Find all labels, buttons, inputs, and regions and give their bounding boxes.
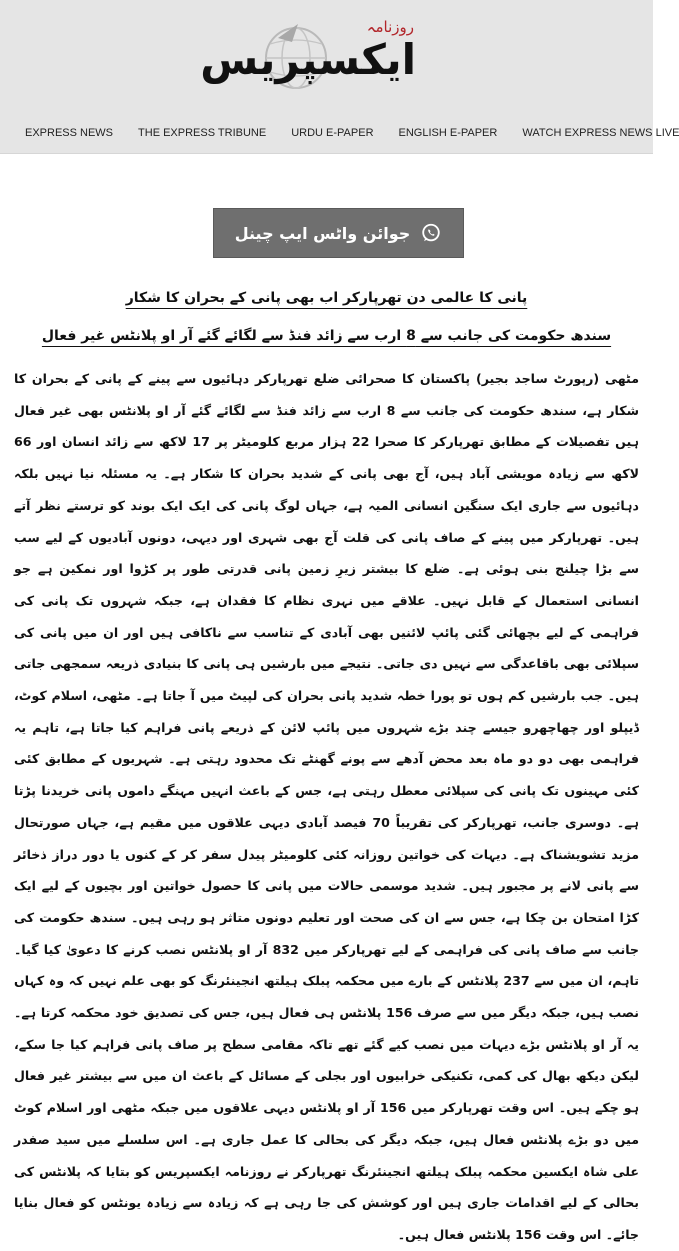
- article-body: مٹھی (رپورٹ ساجد بجیر) پاکستان کا صحرائی ضلع تھرپارکر دہائیوں سے پینے کے پانی کے بحران کا شکار ہے، سندھ حکومت کی جانب سے 8 ارب سے زائد فنڈ سے لگائے گئے آر او پلانٹس بھی غیر فعال ہیں تفصیلات کے مطابق تھرپارکر کا صحرا 22 ہزار مربع کلومیٹر پر 17 لاکھ سے زائد انسان اور 66 لاکھ سے زیادہ مویشی آباد ہیں، آج بھی پانی کے شدید بحران کا شکار ہے۔ یہ مسئلہ نیا نہیں بلکہ دہائیوں سے جاری ایک سنگین انسانی المیہ ہے، جہاں لوگ پانی کی ایک ایک بوند کو ترستے نظر آتے ہیں۔ تھرپارکر میں پینے کے صاف پانی کی قلت آج بھی شہری اور دیہی، دونوں آبادیوں کے لیے سب سے بڑا چیلنج بنی ہوئی ہے۔ ضلع کا بیشتر زیرِ زمین پانی قدرتی طور پر کڑوا اور نمکین ہے جو انسانی استعمال کے قابل نہیں۔ علاقے میں نہری نظام کا فقدان ہے، جبکہ شہروں تک پانی کی فراہمی کے لیے بچھائی گئی پائپ لائنیں بھی آبادی کے تناسب سے ناکافی ہیں اور ان میں پانی کی سپلائی بھی باقاعدگی سے نہیں دی جاتی۔ نتیجے میں بارشیں ہی پانی کا بنیادی ذریعہ سمجھی جاتی ہیں۔ جب بارشیں کم ہوں تو پورا خطہ شدید پانی بحران کی لپیٹ میں آ جاتا ہے۔ مٹھی، اسلام کوٹ، ڈیپلو اور چھاچھرو جیسے چند بڑے شہروں میں پائپ لائن کے ذریعے پانی فراہم کیا جاتا ہے، تاہم یہ فراہمی بھی دو دو ماہ بعد محض آدھے سے پونے گھنٹے تک محدود رہتی ہے۔ شہریوں کے مطابق کئی کئی مہینوں تک پانی کی سپلائی معطل رہتی ہے، جس کے باعث انہیں مہنگے داموں پانی خریدنا پڑتا ہے۔ دوسری جانب، تھرپارکر کی تقریباً 70 فیصد آبادی دیہی علاقوں میں مقیم ہے، جہاں صورتحال مزید تشویشناک ہے۔ دیہات کی خواتین روزانہ کئی کلومیٹر پیدل سفر کر کے کنوں یا دور دراز ذخائر سے پانی لانے پر مجبور ہیں۔ شدید موسمی حالات میں پانی کا حصول خواتین اور بچیوں کے لیے ایک کڑا امتحان بن چکا ہے، جس سے ان کی صحت اور تعلیم دونوں متاثر ہو رہی ہیں۔ سندھ حکومت کی جانب سے صاف پانی کی فراہمی کے لیے تھرپارکر میں 832 آر او پلانٹس نصب کرنے کا دعویٰ کیا گیا۔ تاہم، ان میں سے 237 پلانٹس کے بارے میں محکمہ پبلک ہیلتھ انجینئرنگ کو بھی علم نہیں کہ وہ کہاں نصب ہیں، جبکہ دیگر میں سے صرف 156 پلانٹس ہی فعال ہیں، جس کی تصدیق خود محکمہ کرتا ہے۔ یہ آر او پلانٹس بڑے دیہات میں نصب کیے گئے تھے تاکہ مقامی سطح پر صاف پانی فراہم کیا جا سکے، لیکن دیکھ بھال کی کمی، تکنیکی خرابیوں اور بجلی کے مسائل کے باعث ان میں سے بیشتر غیر فعال ہو چکے ہیں۔ اس وقت تھرپارکر میں 156 آر او پلانٹس دیہی علاقوں میں جبکہ مٹھی اور اسلام کوٹ میں دو بڑے پلانٹس فعال ہیں، جبکہ دیگر کی بحالی کا عمل جاری ہے۔ اس سلسلے میں سید صفدر علی شاہ ایکسین محکمہ پبلک ہیلتھ انجینئرنگ تھرپارکر نے روزنامہ ایکسپریس کو بتایا کہ پلانٹس کی بحالی کے لیے اقدامات جاری ہیں اور کوشش کی جا رہی ہے کہ زیادہ سے زیادہ یونٹس کو فعال بنایا جائے۔ اس وقت 156 پلانٹس فعال ہیں۔: [14, 371, 639, 1242]
- nav-english-epaper[interactable]: ENGLISH E-PAPER: [398, 127, 498, 139]
- nav-express-tribune[interactable]: THE EXPRESS TRIBUNE: [138, 127, 267, 139]
- article-headline: پانی کا عالمی دن تھرپارکر اب بھی پانی کے بحران کا شکار: [125, 290, 528, 306]
- site-header: [0, 0, 679, 154]
- logo-title: ایکسپریس: [200, 35, 416, 84]
- whatsapp-icon: [420, 222, 442, 244]
- article: [14, 285, 639, 1251]
- nav-watch-live[interactable]: WATCH EXPRESS NEWS LIVE: [522, 127, 679, 139]
- nav-express-news[interactable]: EXPRESS NEWS: [25, 127, 114, 139]
- whatsapp-button-label: جوائن واٹس ایپ چینل: [234, 223, 411, 243]
- nav-urdu-epaper[interactable]: URDU E-PAPER: [291, 127, 374, 139]
- article-subheadline: سندھ حکومت کی جانب سے 8 ارب سے زائد فنڈ سے لگائے گئے آر او پلانٹس غیر فعال: [41, 328, 612, 344]
- express-logo[interactable]: [200, 16, 418, 98]
- top-nav: [0, 120, 679, 146]
- logo-subtitle: روزنامہ: [366, 18, 414, 36]
- join-whatsapp-channel-button[interactable]: [213, 208, 464, 258]
